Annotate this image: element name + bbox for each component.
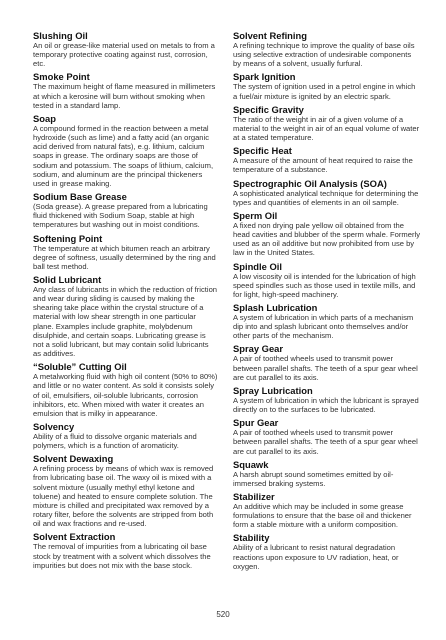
glossary-term: “Soluble” Cutting Oil: [33, 361, 127, 373]
glossary-term: Solvent Extraction: [33, 531, 116, 543]
glossary-term: Slushing Oil: [33, 30, 88, 41]
glossary-term: Soap: [33, 112, 56, 124]
glossary-definition: The system of ignition used in a petrol engine in which a fuel/air mixture is ignited by an electric spark.: [233, 82, 416, 101]
glossary-entry-specific-gravity: [233, 104, 421, 142]
glossary-term: Spray Lubrication: [233, 384, 313, 396]
glossary-term: Stability: [233, 532, 270, 544]
glossary-entry-solvent-extraction: [33, 531, 218, 569]
glossary-definition: Ability of a lubricant to resist natural degradation reactions upon exposure to UV radiation, heat, or oxygen.: [233, 543, 399, 571]
glossary-entry-splash-lubrication: [233, 302, 421, 340]
glossary-entry-stabilizer: [233, 491, 421, 529]
glossary-definition: The ratio of the weight in air of a given volume of a material to the weight in air of an equal volume of water at a stated temperature.: [233, 114, 420, 143]
glossary-term: Solid Lubricant: [33, 273, 102, 285]
glossary-definition: A metalworking fluid with high oil content (50% to 80%) and little or no water content. As sold it consists solely of oil, emulsifiers, oil-soluble lubricants, corrosion inhibitors, etc. When mixed with water it creates an emulsion that is milky in appearance.: [33, 372, 218, 418]
glossary-definition: A system of lubrication in which parts of a mechanism dip into and splash lubricant onto themselves and/or other parts of the mechanism.: [233, 312, 414, 341]
glossary-definition: A pair of toothed wheels used to transmit power between parallel shafts. The teeth of a spur gear wheel are cut parallel to its axis.: [233, 354, 418, 382]
glossary-definition: A low viscosity oil is intended for the lubrication of high speed spindles such as those used in textile mills, and for light, high-speed machinery.: [233, 271, 416, 299]
glossary-entry-sperm-oil: [233, 210, 421, 258]
glossary-definition: A harsh abrupt sound sometimes emitted by oil-immersed braking systems.: [233, 469, 394, 488]
glossary-definition: A compound formed in the reaction between a metal hydroxide (such as lime) and a fatty acid (an organic acid derived from natural fats), e.g. lithium, calcium soaps in grease. The ordinary soaps are those of sodium and potassium. The soaps of lithium, calcium, sodium, and aluminum are the principal thickeners used in grease making.: [33, 123, 214, 188]
glossary-definition: An additive which may be included in some grease formulations to ensure that the base oil and thickener form a stable mixture with a uniform composition.: [233, 502, 412, 530]
glossary-entry-soluble-cutting-oil: [33, 361, 218, 418]
glossary-definition: The temperature at which bitumen reach an arbitrary degree of softness, usually determined by the ring and ball test method.: [33, 243, 216, 271]
glossary-term: Spray Gear: [233, 343, 284, 355]
glossary-term: Spindle Oil: [233, 260, 282, 272]
glossary-term: Splash Lubrication: [233, 301, 318, 313]
glossary-entry-stability: [233, 532, 421, 570]
glossary-term: Solvent Refining: [233, 30, 307, 41]
glossary-entry-specific-heat: [233, 145, 421, 174]
glossary-term: Sperm Oil: [233, 209, 278, 221]
glossary-definition: A fixed non drying pale yellow oil obtained from the head cavities and blubber of the sperm whale. Formerly used as an oil additive but now prohibited from use by law in the United States.: [233, 220, 420, 258]
glossary-term: Stabilizer: [233, 491, 275, 502]
glossary-definition: The maximum height of flame measured in millimeters at which a kerosine will burn without smoking when tested in a standard lamp.: [33, 82, 216, 110]
glossary-definition: The removal of impurities from a lubricating oil base stock by treatment with a solvent which dissolves the impurities but does not mix with the base stock.: [33, 542, 211, 570]
glossary-entry-slushing-oil: [33, 30, 218, 68]
glossary-entry-spur-gear: [233, 417, 421, 455]
glossary-definition: (Soda grease). A grease prepared from a lubricating fluid thickened with Sodium Soap, stable at high temperatures but washing out in moist conditions.: [33, 202, 208, 230]
page-number: 520: [216, 610, 230, 619]
glossary-definition: A system of lubrication in which the lubricant is sprayed directly on to the surfaces to be lubricated.: [233, 395, 419, 415]
glossary-entry-spray-lubrication: [233, 385, 421, 414]
glossary-entry-solvent-refining: [233, 30, 421, 68]
glossary-definition: A pair of toothed wheels used to transmit power between parallel shafts. The teeth of a spur gear wheel are cut parallel to its axis.: [233, 428, 418, 456]
glossary-term: Spark Ignition: [233, 71, 296, 83]
glossary-term: Squawk: [233, 458, 269, 470]
glossary-entry-spindle-oil: [233, 261, 421, 299]
glossary-term: Spur Gear: [233, 417, 279, 429]
glossary-definition: A refining process by means of which wax is removed from lubricating base oil. The waxy oil is mixed with a solvent mixture (usually methyl ethyl ketone and toluene) and heated to ensure complete solution. The mixture is chilled and precipitated wax removed by a rotary filter, before the solvents are stripped from both oil and wax fractions and re-used.: [33, 464, 214, 529]
glossary-entry-solid-lubricant: [33, 274, 218, 358]
glossary-definition: Any class of lubricants in which the reduction of friction and wear during sliding is caused by making the shearing take place within the crystal structure of a material with low shear strength in one particular plane. Examples include graphite, molybdenum disulphide, and certain soaps. Lubricating grease is not a solid lubricant, but may contain solid lubricants as additives.: [33, 284, 218, 359]
glossary-term: Solvent Dewaxing: [33, 453, 114, 465]
glossary-term: Smoke Point: [33, 71, 90, 83]
right-column: [233, 30, 421, 574]
glossary-definition: A refining technique to improve the quality of base oils using selective extraction of undesirable components by means of a solvent, usually furfural.: [233, 41, 415, 69]
glossary-term: Spectrographic Oil Analysis (SOA): [233, 177, 387, 189]
glossary-entry-solvency: [33, 421, 218, 450]
glossary-entry-smoke-point: [33, 71, 218, 109]
glossary-entry-spark-ignition: [233, 71, 421, 100]
glossary-term: Specific Heat: [233, 145, 292, 157]
glossary-definition: An oil or grease-like material used on metals to from a temporary protective coating against rust, corrosion, etc.: [33, 41, 215, 69]
glossary-term: Solvency: [33, 421, 75, 432]
glossary-term: Softening Point: [33, 232, 103, 244]
glossary-entry-sodium-base-grease: [33, 191, 218, 229]
glossary-entry-solvent-dewaxing: [33, 453, 218, 528]
glossary-term: Specific Gravity: [233, 103, 304, 115]
left-column: [33, 30, 218, 573]
glossary-entry-spray-gear: [233, 343, 421, 381]
glossary-entry-softening-point: [33, 233, 218, 271]
glossary-entry-squawk: [233, 459, 421, 488]
glossary-definition: Ability of a fluid to dissolve organic materials and polymers, which is a function of aromaticity.: [33, 432, 197, 451]
glossary-definition: A measure of the amount of heat required to raise the temperature of a substance.: [233, 156, 413, 175]
glossary-definition: A sophisticated analytical technique for determining the types and quantities of elements in an oil sample.: [233, 188, 419, 207]
glossary-entry-spectrographic-oil-analysis-soa: [233, 178, 421, 207]
glossary-entry-soap: [33, 113, 218, 188]
glossary-term: Sodium Base Grease: [33, 191, 127, 203]
